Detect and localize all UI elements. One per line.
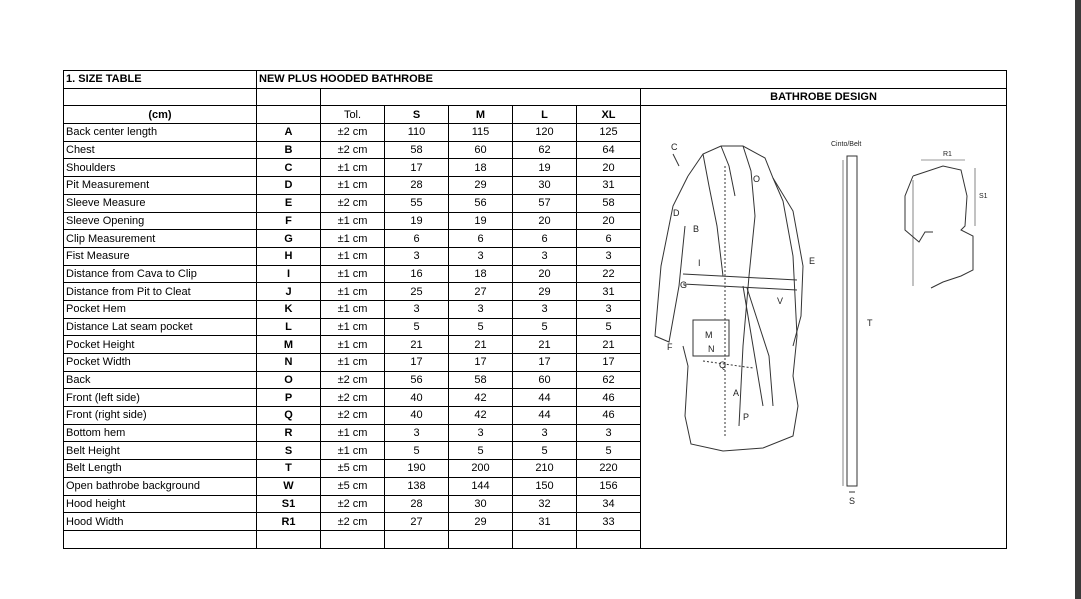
row-size-m: 29 bbox=[449, 177, 513, 195]
row-size-m: 19 bbox=[449, 212, 513, 230]
row-size-s: 27 bbox=[385, 513, 449, 531]
row-size-l: 150 bbox=[513, 477, 577, 495]
row-tol: ±2 cm bbox=[321, 141, 385, 159]
row-name: Hood Width bbox=[64, 513, 257, 531]
row-size-xl: 31 bbox=[577, 177, 641, 195]
row-code: T bbox=[257, 460, 321, 478]
row-size-m: 29 bbox=[449, 513, 513, 531]
row-name: Hood height bbox=[64, 495, 257, 513]
row-tol: ±1 cm bbox=[321, 318, 385, 336]
row-size-m: 5 bbox=[449, 442, 513, 460]
row-name: Pit Measurement bbox=[64, 177, 257, 195]
row-name: Pocket Hem bbox=[64, 300, 257, 318]
row-tol: ±1 cm bbox=[321, 442, 385, 460]
row-size-l: 57 bbox=[513, 194, 577, 212]
label-p: P bbox=[743, 412, 750, 423]
row-name: Open bathrobe background bbox=[64, 477, 257, 495]
row-size-m: 115 bbox=[449, 124, 513, 142]
row-size-s: 138 bbox=[385, 477, 449, 495]
row-code: R bbox=[257, 424, 321, 442]
row-size-xl: 17 bbox=[577, 354, 641, 372]
row-name: Belt Length bbox=[64, 460, 257, 478]
row-code: S1 bbox=[257, 495, 321, 513]
row-size-m: 30 bbox=[449, 495, 513, 513]
row-size-s: 190 bbox=[385, 460, 449, 478]
row-size-xl: 6 bbox=[577, 230, 641, 248]
row-name: Distance from Pit to Cleat bbox=[64, 283, 257, 301]
row-name: Sleeve Measure bbox=[64, 194, 257, 212]
row-size-l: 3 bbox=[513, 424, 577, 442]
label-r1: R1 bbox=[943, 151, 952, 159]
row-size-xl: 33 bbox=[577, 513, 641, 531]
row-size-xl: 22 bbox=[577, 265, 641, 283]
label-b: B bbox=[693, 224, 700, 235]
row-size-l: 62 bbox=[513, 141, 577, 159]
label-f: F bbox=[667, 342, 673, 353]
row-size-s: 40 bbox=[385, 389, 449, 407]
row-name: Shoulders bbox=[64, 159, 257, 177]
row-size-xl: 20 bbox=[577, 212, 641, 230]
label-i: I bbox=[698, 258, 701, 269]
row-size-m: 21 bbox=[449, 336, 513, 354]
row-size-l: 44 bbox=[513, 407, 577, 425]
row-size-s: 3 bbox=[385, 424, 449, 442]
row-size-m: 3 bbox=[449, 247, 513, 265]
col-s: S bbox=[385, 106, 449, 124]
row-size-s: 21 bbox=[385, 336, 449, 354]
row-tol: ±1 cm bbox=[321, 159, 385, 177]
row-name: Back bbox=[64, 371, 257, 389]
row-code: A bbox=[257, 124, 321, 142]
row-size-s: 6 bbox=[385, 230, 449, 248]
row-size-l: 5 bbox=[513, 318, 577, 336]
label-s1: S1 bbox=[979, 193, 988, 201]
product-name: NEW PLUS HOODED BATHROBE bbox=[257, 71, 1007, 89]
row-name: Front (right side) bbox=[64, 407, 257, 425]
label-c: C bbox=[671, 142, 678, 153]
row-size-xl: 46 bbox=[577, 407, 641, 425]
row-code: H bbox=[257, 247, 321, 265]
row-size-l: 32 bbox=[513, 495, 577, 513]
row-code: E bbox=[257, 194, 321, 212]
row-name: Distance Lat seam pocket bbox=[64, 318, 257, 336]
row-size-m: 18 bbox=[449, 265, 513, 283]
bathrobe-design bbox=[641, 106, 1007, 548]
row-tol: ±1 cm bbox=[321, 247, 385, 265]
row-size-xl: 5 bbox=[577, 318, 641, 336]
row-size-s: 3 bbox=[385, 300, 449, 318]
table-title: 1. SIZE TABLE bbox=[64, 71, 257, 89]
row-size-l: 6 bbox=[513, 230, 577, 248]
row-tol: ±1 cm bbox=[321, 212, 385, 230]
row-code: I bbox=[257, 265, 321, 283]
row-size-s: 17 bbox=[385, 354, 449, 372]
row-size-s: 17 bbox=[385, 159, 449, 177]
row-size-xl: 156 bbox=[577, 477, 641, 495]
row-name: Chest bbox=[64, 141, 257, 159]
row-tol: ±2 cm bbox=[321, 513, 385, 531]
row-size-s: 16 bbox=[385, 265, 449, 283]
row-code: G bbox=[257, 230, 321, 248]
row-code: N bbox=[257, 354, 321, 372]
row-size-xl: 46 bbox=[577, 389, 641, 407]
row-size-xl: 3 bbox=[577, 247, 641, 265]
row-tol: ±2 cm bbox=[321, 371, 385, 389]
row-size-s: 110 bbox=[385, 124, 449, 142]
row-name: Pocket Height bbox=[64, 336, 257, 354]
row-size-xl: 62 bbox=[577, 371, 641, 389]
row-name: Pocket Width bbox=[64, 354, 257, 372]
row-size-m: 58 bbox=[449, 371, 513, 389]
row-code: L bbox=[257, 318, 321, 336]
row-name: Clip Measurement bbox=[64, 230, 257, 248]
row-size-m: 60 bbox=[449, 141, 513, 159]
row-size-m: 27 bbox=[449, 283, 513, 301]
row-name: Bottom hem bbox=[64, 424, 257, 442]
row-size-l: 3 bbox=[513, 300, 577, 318]
row-tol: ±1 cm bbox=[321, 336, 385, 354]
row-name: Belt Height bbox=[64, 442, 257, 460]
label-a: A bbox=[733, 388, 740, 399]
row-size-l: 210 bbox=[513, 460, 577, 478]
row-code: O bbox=[257, 371, 321, 389]
row-tol: ±2 cm bbox=[321, 194, 385, 212]
label-t: T bbox=[867, 318, 873, 329]
row-tol: ±2 cm bbox=[321, 407, 385, 425]
row-tol: ±1 cm bbox=[321, 424, 385, 442]
row-tol: ±1 cm bbox=[321, 177, 385, 195]
row-code: K bbox=[257, 300, 321, 318]
row-size-s: 5 bbox=[385, 318, 449, 336]
row-size-xl: 34 bbox=[577, 495, 641, 513]
row-name: Distance from Cava to Clip bbox=[64, 265, 257, 283]
row-code: C bbox=[257, 159, 321, 177]
row-size-l: 29 bbox=[513, 283, 577, 301]
row-tol: ±5 cm bbox=[321, 477, 385, 495]
row-name: Fist Measure bbox=[64, 247, 257, 265]
row-code: F bbox=[257, 212, 321, 230]
row-size-m: 200 bbox=[449, 460, 513, 478]
row-size-m: 3 bbox=[449, 424, 513, 442]
row-code: M bbox=[257, 336, 321, 354]
row-size-l: 3 bbox=[513, 247, 577, 265]
row-size-xl: 64 bbox=[577, 141, 641, 159]
col-l: L bbox=[513, 106, 577, 124]
row-size-l: 60 bbox=[513, 371, 577, 389]
row-tol: ±1 cm bbox=[321, 283, 385, 301]
row-tol: ±2 cm bbox=[321, 495, 385, 513]
row-tol: ±2 cm bbox=[321, 389, 385, 407]
belt-label: Cinto/Belt bbox=[831, 141, 862, 149]
col-tol: Tol. bbox=[321, 106, 385, 124]
label-g: G bbox=[680, 280, 688, 291]
row-code: D bbox=[257, 177, 321, 195]
row-tol: ±1 cm bbox=[321, 265, 385, 283]
row-size-l: 120 bbox=[513, 124, 577, 142]
row-size-xl: 125 bbox=[577, 124, 641, 142]
row-size-s: 40 bbox=[385, 407, 449, 425]
row-size-s: 55 bbox=[385, 194, 449, 212]
row-size-s: 3 bbox=[385, 247, 449, 265]
row-tol: ±1 cm bbox=[321, 354, 385, 372]
row-size-l: 5 bbox=[513, 442, 577, 460]
row-size-l: 44 bbox=[513, 389, 577, 407]
design-title: BATHROBE DESIGN bbox=[641, 88, 1007, 106]
row-size-s: 5 bbox=[385, 442, 449, 460]
row-size-xl: 3 bbox=[577, 424, 641, 442]
row-code: S bbox=[257, 442, 321, 460]
row-tol: ±2 cm bbox=[321, 124, 385, 142]
unit-label: (cm) bbox=[64, 106, 257, 124]
row-tol: ±5 cm bbox=[321, 460, 385, 478]
row-size-s: 58 bbox=[385, 141, 449, 159]
row-size-xl: 58 bbox=[577, 194, 641, 212]
row-size-xl: 3 bbox=[577, 300, 641, 318]
row-size-m: 17 bbox=[449, 354, 513, 372]
row-size-xl: 31 bbox=[577, 283, 641, 301]
row-size-xl: 21 bbox=[577, 336, 641, 354]
row-size-m: 6 bbox=[449, 230, 513, 248]
row-size-s: 25 bbox=[385, 283, 449, 301]
size-table bbox=[63, 70, 1007, 549]
row-size-s: 28 bbox=[385, 177, 449, 195]
label-v: V bbox=[777, 296, 784, 307]
row-code: B bbox=[257, 141, 321, 159]
label-o: O bbox=[753, 174, 761, 185]
row-size-l: 21 bbox=[513, 336, 577, 354]
row-size-s: 28 bbox=[385, 495, 449, 513]
col-xl: XL bbox=[577, 106, 641, 124]
row-code: W bbox=[257, 477, 321, 495]
row-size-m: 144 bbox=[449, 477, 513, 495]
row-size-m: 56 bbox=[449, 194, 513, 212]
row-name: Back center length bbox=[64, 124, 257, 142]
window-right-edge bbox=[1075, 0, 1081, 599]
row-size-m: 5 bbox=[449, 318, 513, 336]
label-m: M bbox=[705, 330, 713, 341]
row-size-xl: 20 bbox=[577, 159, 641, 177]
row-code: R1 bbox=[257, 513, 321, 531]
row-size-m: 3 bbox=[449, 300, 513, 318]
label-q: Q bbox=[719, 360, 727, 371]
row-size-xl: 220 bbox=[577, 460, 641, 478]
row-size-xl: 5 bbox=[577, 442, 641, 460]
row-size-l: 31 bbox=[513, 513, 577, 531]
row-size-s: 56 bbox=[385, 371, 449, 389]
row-size-m: 42 bbox=[449, 407, 513, 425]
row-size-l: 30 bbox=[513, 177, 577, 195]
row-size-l: 19 bbox=[513, 159, 577, 177]
bathrobe-drawing bbox=[643, 106, 1007, 546]
row-size-l: 20 bbox=[513, 212, 577, 230]
label-n: N bbox=[708, 344, 715, 355]
row-size-l: 20 bbox=[513, 265, 577, 283]
row-size-m: 42 bbox=[449, 389, 513, 407]
row-size-s: 19 bbox=[385, 212, 449, 230]
label-e: E bbox=[809, 256, 816, 267]
row-tol: ±1 cm bbox=[321, 230, 385, 248]
row-code: P bbox=[257, 389, 321, 407]
label-d: D bbox=[673, 208, 680, 219]
row-size-l: 17 bbox=[513, 354, 577, 372]
row-tol: ±1 cm bbox=[321, 300, 385, 318]
row-code: Q bbox=[257, 407, 321, 425]
col-m: M bbox=[449, 106, 513, 124]
row-code: J bbox=[257, 283, 321, 301]
label-s: S bbox=[849, 496, 856, 507]
row-name: Sleeve Opening bbox=[64, 212, 257, 230]
row-name: Front (left side) bbox=[64, 389, 257, 407]
row-size-m: 18 bbox=[449, 159, 513, 177]
